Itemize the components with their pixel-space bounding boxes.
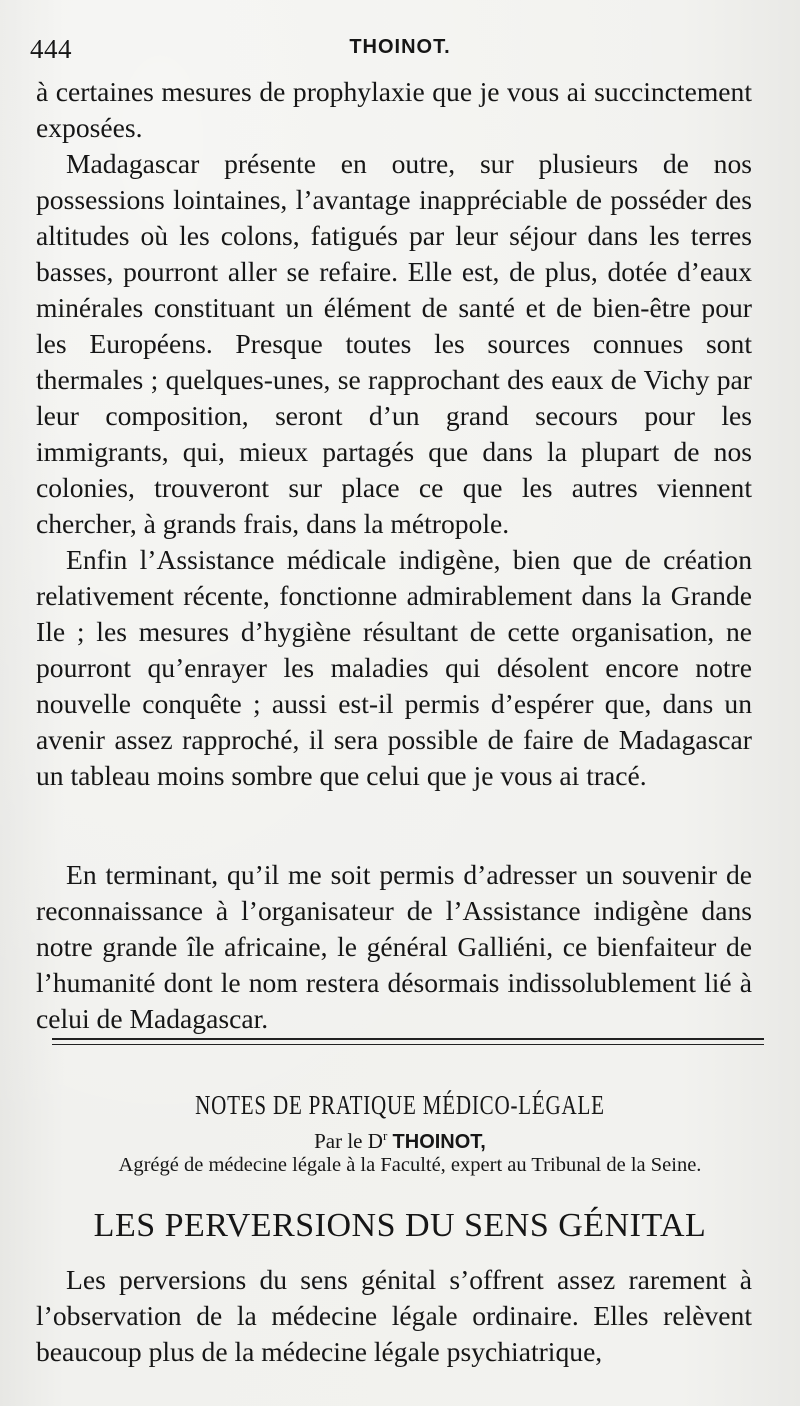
article-text-block (36, 1262, 752, 1370)
byline-sup: r (382, 1128, 388, 1143)
author-name: THOINOT, (392, 1131, 486, 1153)
section-heading: NOTES DE PRATIQUE MÉDICO-LÉGALE (195, 1090, 605, 1120)
paragraph-closing-tribute: En terminant, qu’il me soit permis d’adresser un souvenir de reconnaissance à l’organisateur de l’Assistance indigène dans notre grande île africaine, le général Galliéni, ce bienfaiteur de l’humanité dont le nom restera désormais indissolublement lié à celui de Madagascar. (36, 859, 752, 1034)
paragraph-continued: à certaines mesures de prophylaxie que je vous ai succinctement exposées. (36, 76, 752, 143)
section-divider (52, 1038, 764, 1045)
paragraph-article-opening: Les perversions du sens génital s’offrent assez rarement à l’observation de la médecine légale ordinaire. Elles relèvent beaucoup plus de la médecine légale psychiatrique, (36, 1264, 752, 1367)
byline-prefix: Par le D (314, 1129, 383, 1153)
paragraph-madagascar-altitudes: Madagascar présente en outre, sur plusieurs de nos possessions lointaines, l’avantage inappréciable de posséder des altitudes où les colons, fatigués par leur séjour dans les terres basses, pourront aller se refaire. Elle est, de plus, dotée d’eaux minérales constituant un élément de santé et de bien-être pour les Européens. Presque toutes les sources connues sont thermales ; quelques-unes, se rapprochant des eaux de Vichy par leur composition, seront d’un grand secours pour les immigrants, qui, mieux partagés que dans la plupart de nos colonies, trouveront sur place ce que les autres viennent chercher, à grands frais, dans la métropole. (36, 148, 752, 539)
closing-text-block (36, 857, 752, 1037)
running-head: THOINOT. (349, 36, 451, 58)
article-title: LES PERVERSIONS DU SENS GÉNITAL (93, 1207, 707, 1244)
author-byline (36, 1128, 764, 1154)
author-affiliation: Agrégé de médecine légale à la Faculté, expert au Tribunal de la Seine. (118, 1154, 702, 1176)
page-number: 444 (30, 34, 72, 64)
page-header (30, 34, 770, 68)
paragraph-assistance-medicale: Enfin l’Assistance médicale indigène, bien que de création relativement récente, fonctionne admirablement dans la Grande Ile ; les mesures d’hygiène résultant de cette organisation, ne pourront qu’enrayer les maladies qui désolent encore notre nouvelle conquête ; aussi est-il permis d’espérer que, dans un avenir assez rapproché, il sera possible de faire de Madagascar un tableau moins sombre que celui que je vous ai tracé. (36, 544, 752, 791)
main-text-block (36, 74, 752, 794)
